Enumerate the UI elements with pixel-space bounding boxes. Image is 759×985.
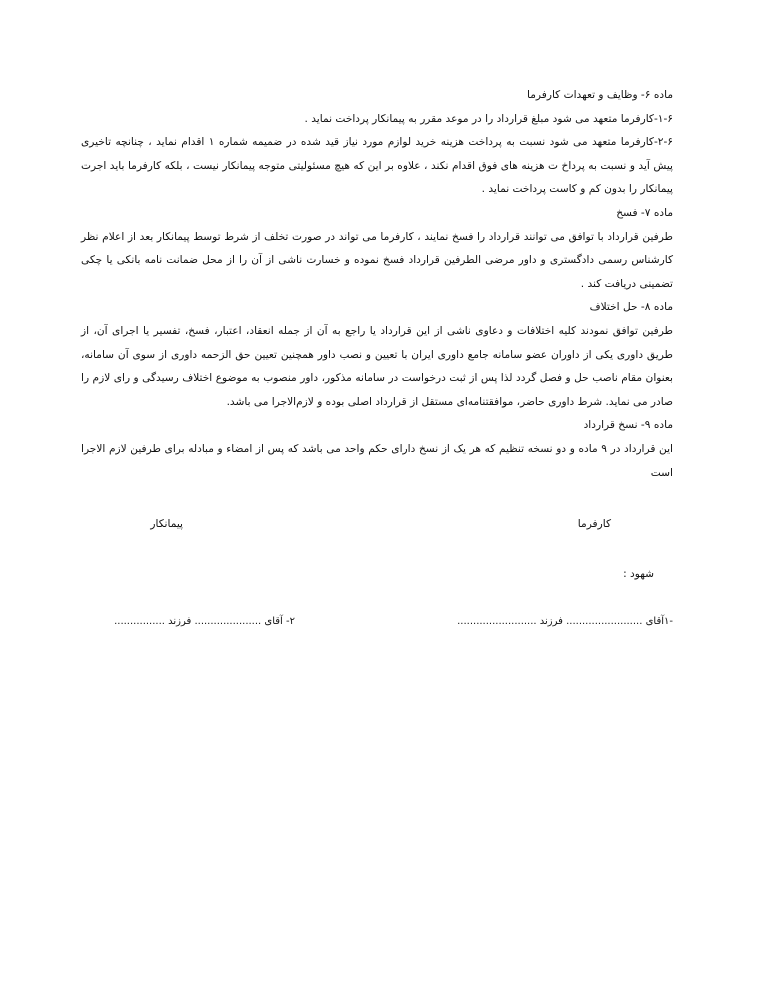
article-6-heading: ماده ۶- وظایف و تعهدات کارفرما [527, 89, 673, 101]
witness-2-line: ۲- آقای ..................... فرزند ................ [114, 616, 295, 627]
contract-body [81, 84, 673, 485]
article-7-heading: ماده ۷- فسخ [616, 206, 673, 219]
witness-1-line: -۱آقای ........................ فرزند ......................... [457, 616, 673, 627]
article-8-heading: ماده ۸- حل اختلاف [589, 301, 673, 314]
article-9-heading: ماده ۹- نسخ قرارداد [583, 419, 673, 432]
article-6-clause-2: ۲-۶-کارفرما متعهد می شود نسبت به پرداخت هزینه خرید لوازم مورد نیاز قید شده در ضمیمه شماره ۱ اقدام نماید ، چنانچه تاخیری پیش آید و نسبت به پرداخ ت هزینه های فوق اقدام نکند ، علاوه بر این که هیچ مسئولیتی متوجه پیمانکار نیست ، بلکه کارفرما باید اجرت پیمانکار را بدون کم و کاست پرداخت نماید . [81, 136, 673, 196]
article-7-body: طرفین قرارداد با توافق می توانند قرارداد را فسخ نمایند ، کارفرما می تواند در صورت تخلف از شرط توسط پیمانکار بعد از اعلام نظر کارشناس رسمی دادگستری و داور مرضی الطرفین قرارداد فسخ نموده و خسارت ناشی از آن را از محل ضمانت نامه بانکی یا چکی تضمینی دریافت کند . [81, 230, 673, 290]
article-9-body: این قرارداد در ۹ ماده و دو نسخه تنظیم که هر یک از نسخ دارای حکم واحد می باشد که پس از امضاء و مبادله برای طرفین لازم الاجرا است [81, 442, 673, 479]
signature-row [0, 518, 759, 542]
contractor-signature-label: پیمانکار [150, 518, 183, 530]
article-8-body: طرفین توافق نمودند کلیه اختلافات و دعاوی ناشی از این قرارداد یا راجع به آن از جمله انعقاد، اعتبار، فسخ، تفسیر یا اجرای آن، از طریق داوری یکی از داوران عضو سامانه جامع داوری ایران با تعیین و نصب داور همچنین تعیین حق الزحمه داوری از سوی آن سامانه، بعنوان مقام ناصب حل و فصل گردد لذا پس از ثبت درخواست در سامانه مذکور، داور منصوب به موضوع اختلاف رسیدگی و رای لازم را صادر می نماید. شرط داوری حاضر، موافقتنامه‌ای مستقل از قرارداد اصلی بوده و لازم‌الاجرا می باشد. [81, 324, 673, 408]
employer-signature-label: کارفرما [577, 518, 611, 530]
witnesses-label: شهود : [623, 568, 654, 580]
article-6-clause-1: ۱-۶-کارفرما متعهد می شود مبلغ قرارداد را در موعد مقرر به پیمانکار پرداخت نماید . [304, 112, 673, 125]
